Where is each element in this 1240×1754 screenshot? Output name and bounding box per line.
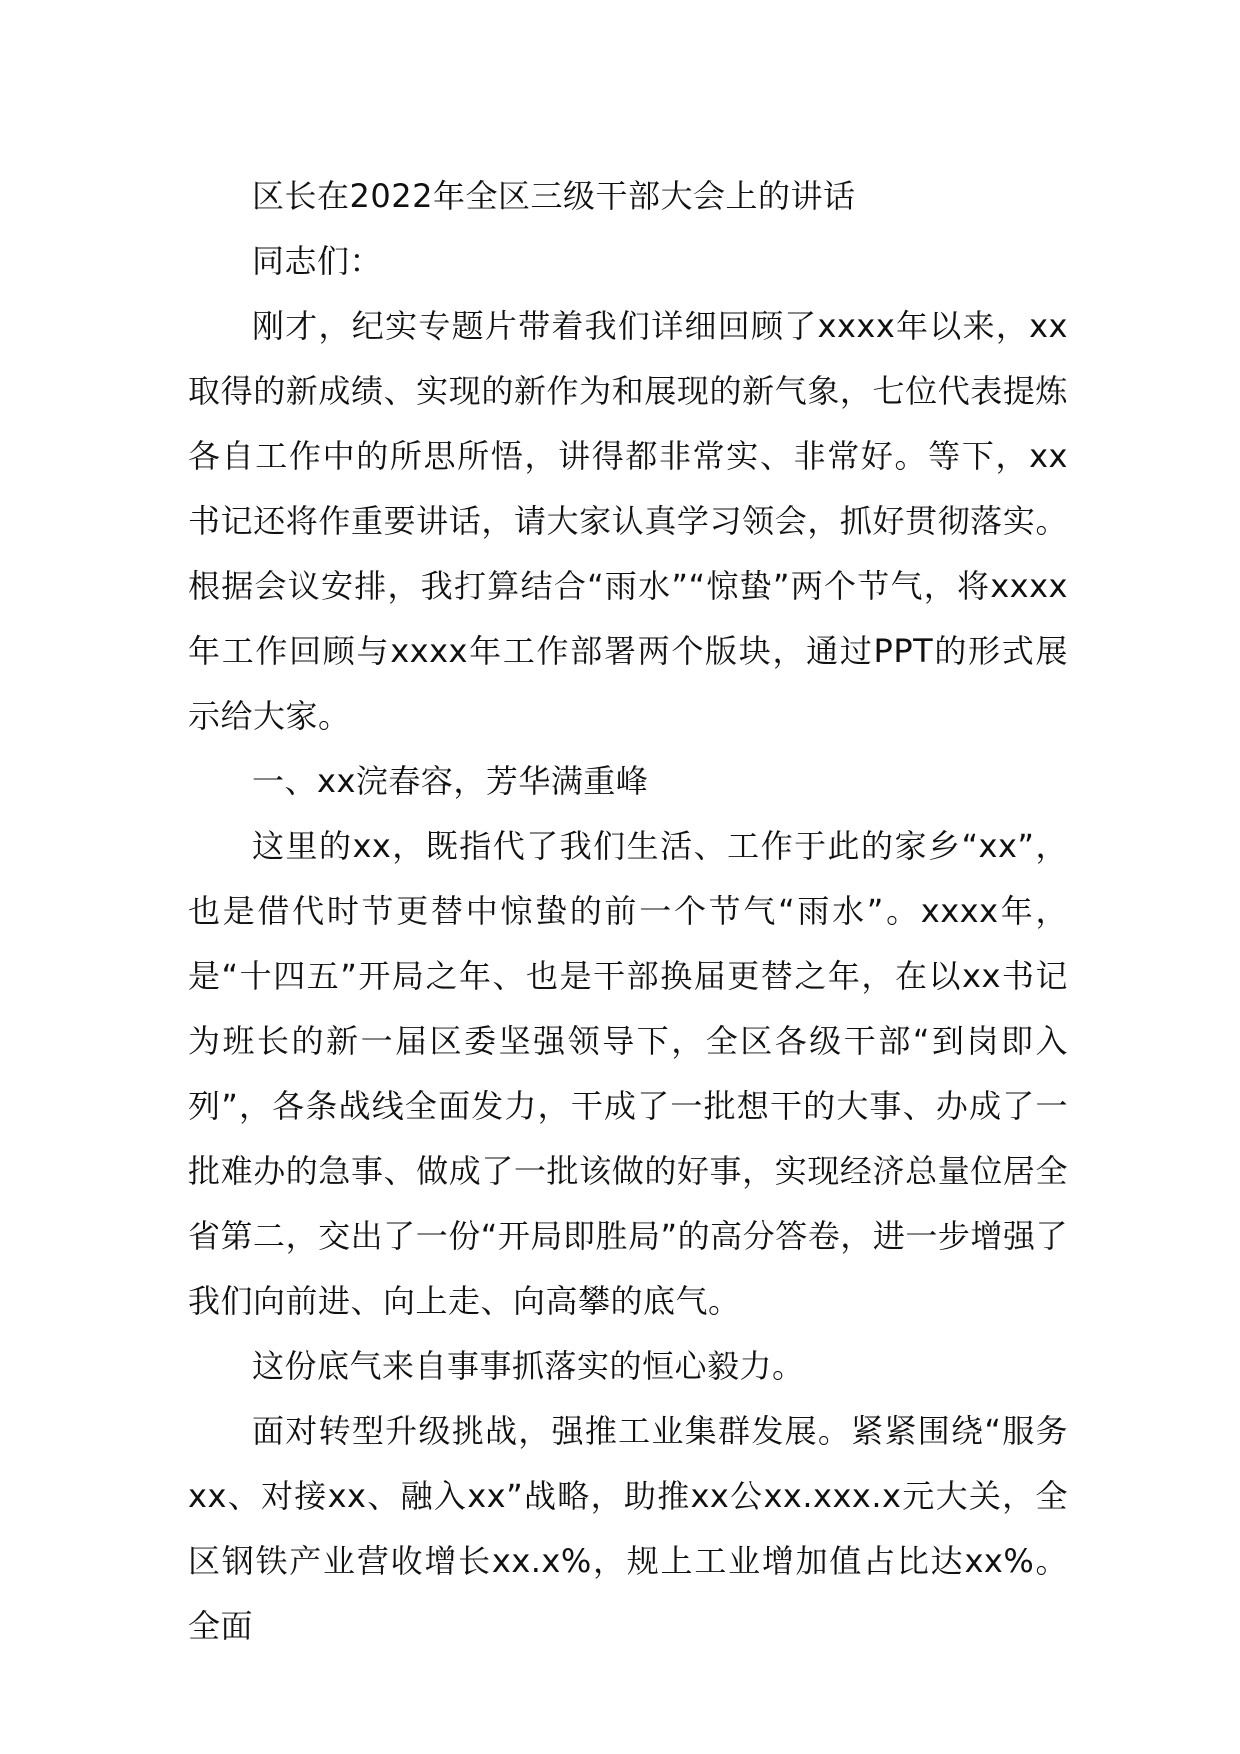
section-heading: 一、xx浣春容，芳华满重峰 xyxy=(252,762,649,800)
paragraph: 这里的xx，既指代了我们生活、工作于此的家乡“xx”，也是借代时节更替中惊蛰的前一个节气“雨水”。xxxx年，是“十四五”开局之年、也是干部换届更替之年，在以xx书记为班长的新一届区委坚强领导下，全区各级干部“到岗即入列”，各条战线全面发力，干成了一批想干的大事、办成了一批难办的急事、做成了一批该做的好事，实现经济总量位居全省第二，交出了一份“开局即胜局”的高分答卷，进一步增强了我们向前进、向上走、向高攀的底气。 xyxy=(188,827,1068,1320)
paragraph: 面对转型升级挑战，强推工业集群发展。紧紧围绕“服务xx、对接xx、融入xx”战略，助推xx公xx.xxx.x元大关，全区钢铁产业营收增长xx.x%，规上工业增加值占比达xx%。全面 xyxy=(188,1412,1068,1645)
paragraph: 这份底气来自事事抓落实的恒心毅力。 xyxy=(252,1347,805,1385)
paragraph: 刚才，纪实专题片带着我们详细回顾了xxxx年以来，xx取得的新成绩、实现的新作为和展现的新气象，七位代表提炼各自工作中的所思所悟，讲得都非常实、非常好。等下，xx书记还将作重要讲话，请大家认真学习领会，抓好贯彻落实。根据会议安排，我打算结合“雨水”“惊蛰”两个节气，将xxxx年工作回顾与xxxx年工作部署两个版块，通过PPT的形式展示给大家。 xyxy=(188,307,1068,735)
salutation: 同志们： xyxy=(252,242,383,280)
document-title: 区长在2022年全区三级干部大会上的讲话 xyxy=(252,177,856,215)
document-body xyxy=(188,164,1068,1659)
